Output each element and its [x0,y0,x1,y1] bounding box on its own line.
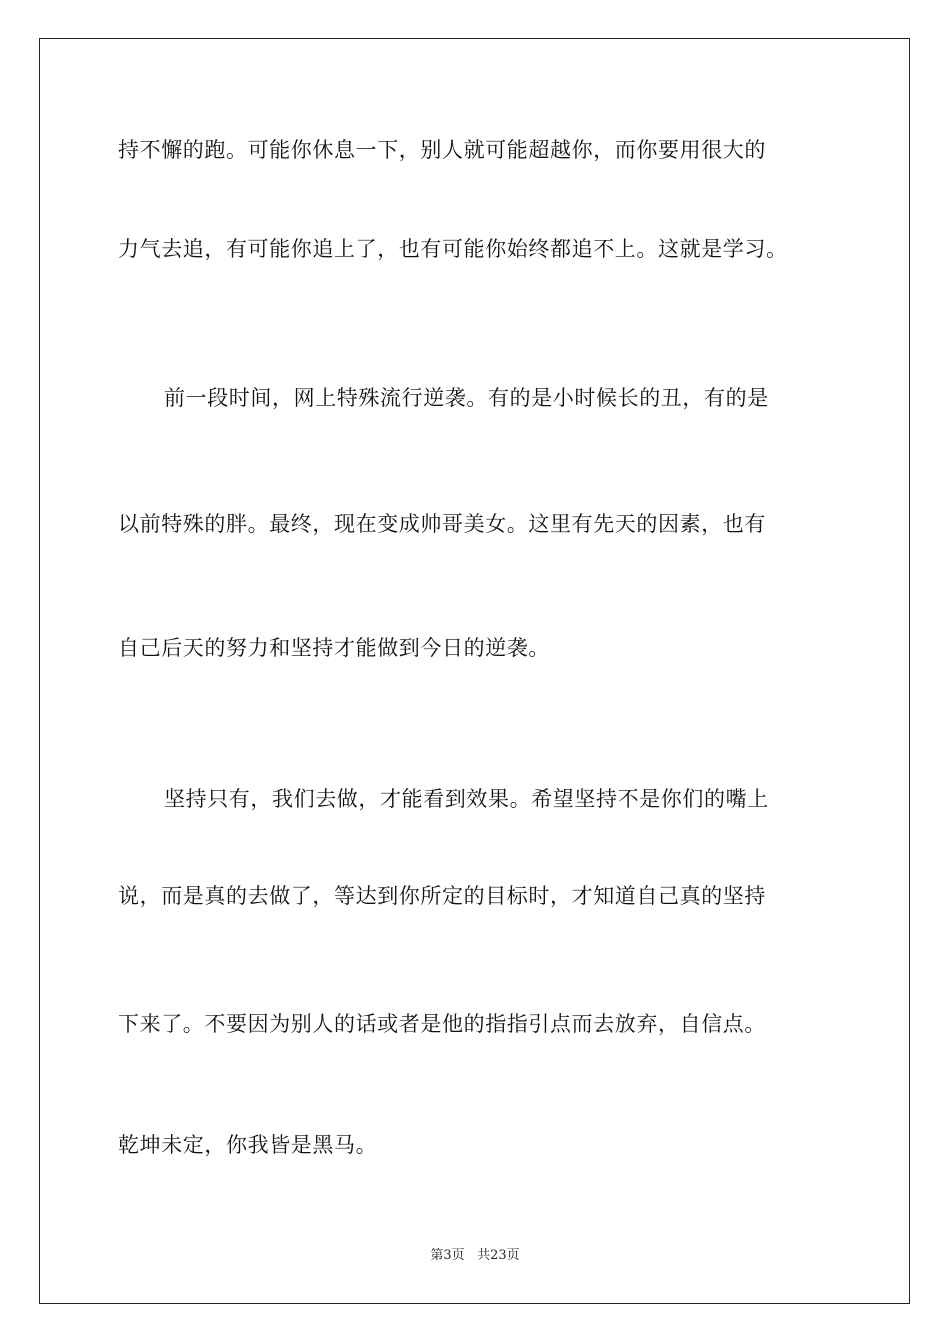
body-text-line-2: 力气去追，有可能你追上了，也有可能你始终都追不上。这就是学习。 [118,237,788,261]
page-footer [0,1248,950,1264]
body-text-line-9: 乾坤未定，你我皆是黑马。 [118,1133,378,1157]
body-text-line-6: 坚持只有，我们去做，才能看到效果。希望坚持不是你们的嘴上 [164,787,769,811]
body-text-line-5: 自己后天的努力和坚持才能做到今日的逆袭。 [118,636,550,660]
body-text-line-1: 持不懈的跑。可能你休息一下，别人就可能超越你，而你要用很大的 [118,138,766,162]
page-total: 共23页 [477,1248,520,1263]
page-border [39,38,910,1304]
page-number: 第3页 [430,1248,465,1263]
body-text-line-4: 以前特殊的胖。最终，现在变成帅哥美女。这里有先天的因素，也有 [118,512,766,536]
body-text-line-7: 说，而是真的去做了，等达到你所定的目标时，才知道自己真的坚持 [118,884,766,908]
body-text-line-8: 下来了。不要因为别人的话或者是他的指指引点而去放弃，自信点。 [118,1012,766,1036]
body-text-line-3: 前一段时间，网上特殊流行逆袭。有的是小时候长的丑，有的是 [164,386,769,410]
